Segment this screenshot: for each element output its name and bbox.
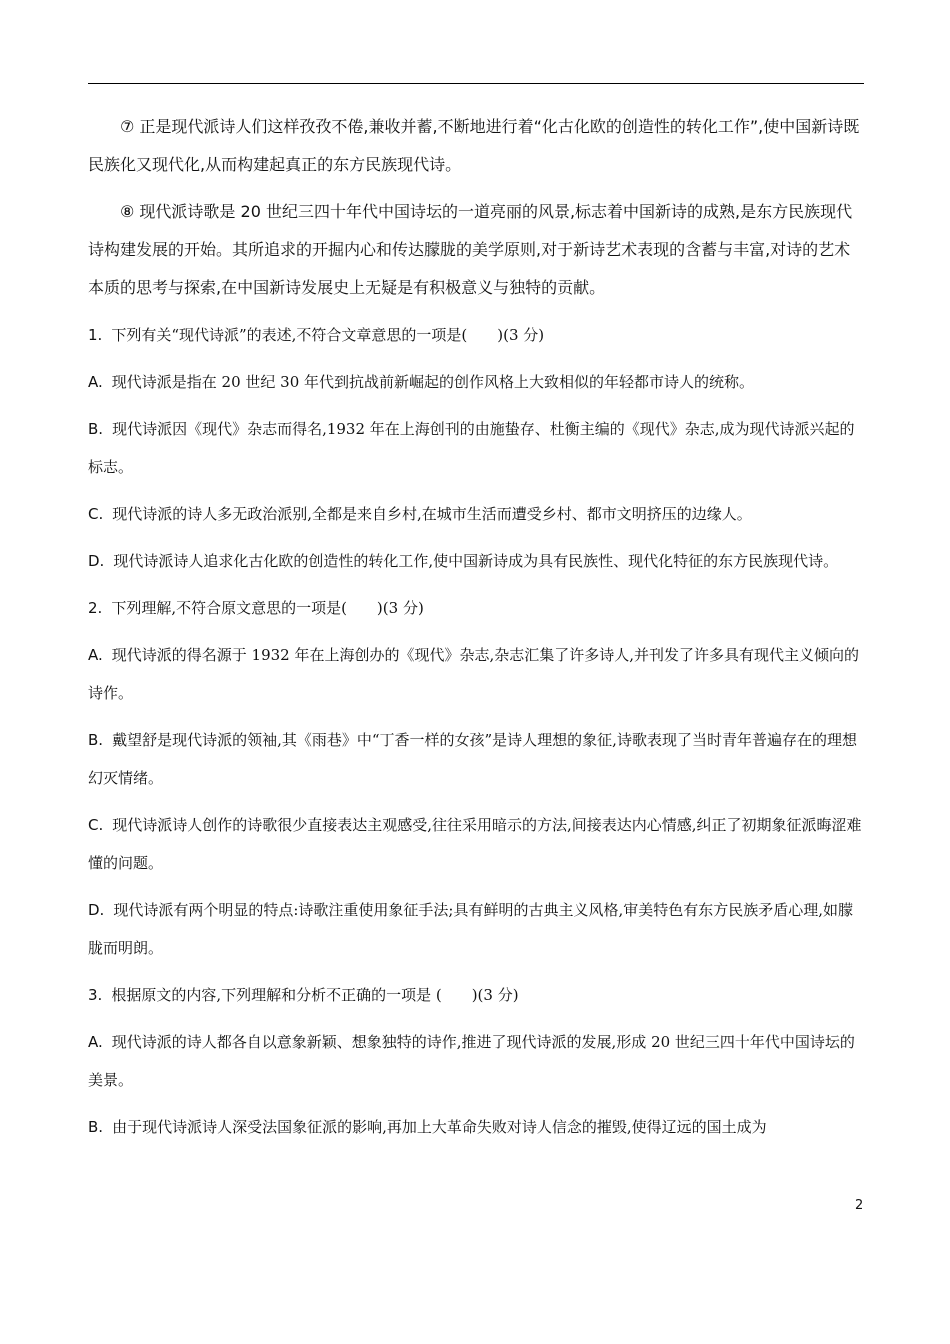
question-3-text: 根据原文的内容,下列理解和分析不正确的一项是 ( )(3 分) — [111, 986, 519, 1004]
question-3-option-b — [88, 1108, 864, 1146]
option-text: 现代诗派是指在 20 世纪 30 年代到抗战前新崛起的创作风格上大致相似的年轻都市诗人的统称。 — [111, 373, 755, 391]
option-label: D. — [88, 901, 105, 919]
question-1-stem — [88, 316, 864, 354]
page-content — [88, 108, 864, 1155]
question-2-option-a — [88, 636, 864, 712]
question-1-number: 1. — [88, 326, 103, 344]
question-1-option-c — [88, 495, 864, 533]
question-2-option-d — [88, 891, 864, 967]
option-label: D. — [88, 552, 105, 570]
question-3-option-a — [88, 1023, 864, 1099]
option-text: 现代诗派的诗人都各自以意象新颖、想象独特的诗作,推进了现代诗派的发展,形成 20 世纪三四十年代中国诗坛的美景。 — [88, 1033, 855, 1089]
paragraph-7: ⑦ 正是现代派诗人们这样孜孜不倦,兼收并蓄,不断地进行着“化古化欧的创造性的转化工作”,使中国新诗既民族化又现代化,从而构建起真正的东方民族现代诗。 — [88, 117, 860, 174]
option-label: A. — [88, 373, 103, 391]
option-label: A. — [88, 646, 103, 664]
question-3-number: 3. — [88, 986, 103, 1004]
question-1-option-b — [88, 410, 864, 486]
option-text: 由于现代诗派诗人深受法国象征派的影响,再加上大革命失败对诗人信念的摧毁,使得辽远的国土成为 — [112, 1118, 767, 1136]
question-2-stem — [88, 589, 864, 627]
option-text: 现代诗派因《现代》杂志而得名,1932 年在上海创刊的由施蛰存、杜衡主编的《现代》杂志,成为现代诗派兴起的标志。 — [88, 420, 855, 476]
question-3-stem — [88, 976, 864, 1014]
option-label: B. — [88, 420, 104, 438]
option-label: B. — [88, 731, 104, 749]
option-label: B. — [88, 1118, 104, 1136]
question-1-text: 下列有关“现代诗派”的表述,不符合文章意思的一项是( )(3 分) — [111, 326, 545, 344]
option-text: 现代诗派有两个明显的特点:诗歌注重使用象征手法;具有鲜明的古典主义风格,审美特色有东方民族矛盾心理,如朦胧而明朗。 — [88, 901, 853, 957]
paragraph-8: ⑧ 现代派诗歌是 20 世纪三四十年代中国诗坛的一道亮丽的风景,标志着中国新诗的成熟,是东方民族现代诗构建发展的开始。其所追求的开掘内心和传达朦胧的美学原则,对于新诗艺术表现的含蓄与丰富,对诗的艺术本质的思考与探索,在中国新诗发展史上无疑是有积极意义与独特的贡献。 — [88, 202, 853, 297]
question-1-option-a — [88, 363, 864, 401]
option-text: 现代诗派诗人追求化古化欧的创造性的转化工作,使中国新诗成为具有民族性、现代化特征的东方民族现代诗。 — [113, 552, 839, 570]
page-number: 2 — [855, 1198, 864, 1213]
option-text: 现代诗派的得名源于 1932 年在上海创办的《现代》杂志,杂志汇集了许多诗人,并刊发了许多具有现代主义倾向的诗作。 — [88, 646, 860, 702]
question-2-text: 下列理解,不符合原文意思的一项是( )(3 分) — [111, 599, 424, 617]
option-text: 现代诗派的诗人多无政治派别,全都是来自乡村,在城市生活而遭受乡村、都市文明挤压的边缘人。 — [112, 505, 752, 523]
question-2-option-c — [88, 806, 864, 882]
question-2-number: 2. — [88, 599, 103, 617]
option-label: C. — [88, 505, 104, 523]
option-label: A. — [88, 1033, 103, 1051]
option-text: 现代诗派诗人创作的诗歌很少直接表达主观感受,往往采用暗示的方法,间接表达内心情感,纠正了初期象征派晦涩难懂的问题。 — [88, 816, 862, 872]
header-rule — [88, 83, 864, 84]
question-2-option-b — [88, 721, 864, 797]
option-label: C. — [88, 816, 104, 834]
question-1-option-d — [88, 542, 864, 580]
option-text: 戴望舒是现代诗派的领袖,其《雨巷》中“丁香一样的女孩”是诗人理想的象征,诗歌表现了当时青年普遍存在的理想幻灭情绪。 — [88, 731, 857, 787]
